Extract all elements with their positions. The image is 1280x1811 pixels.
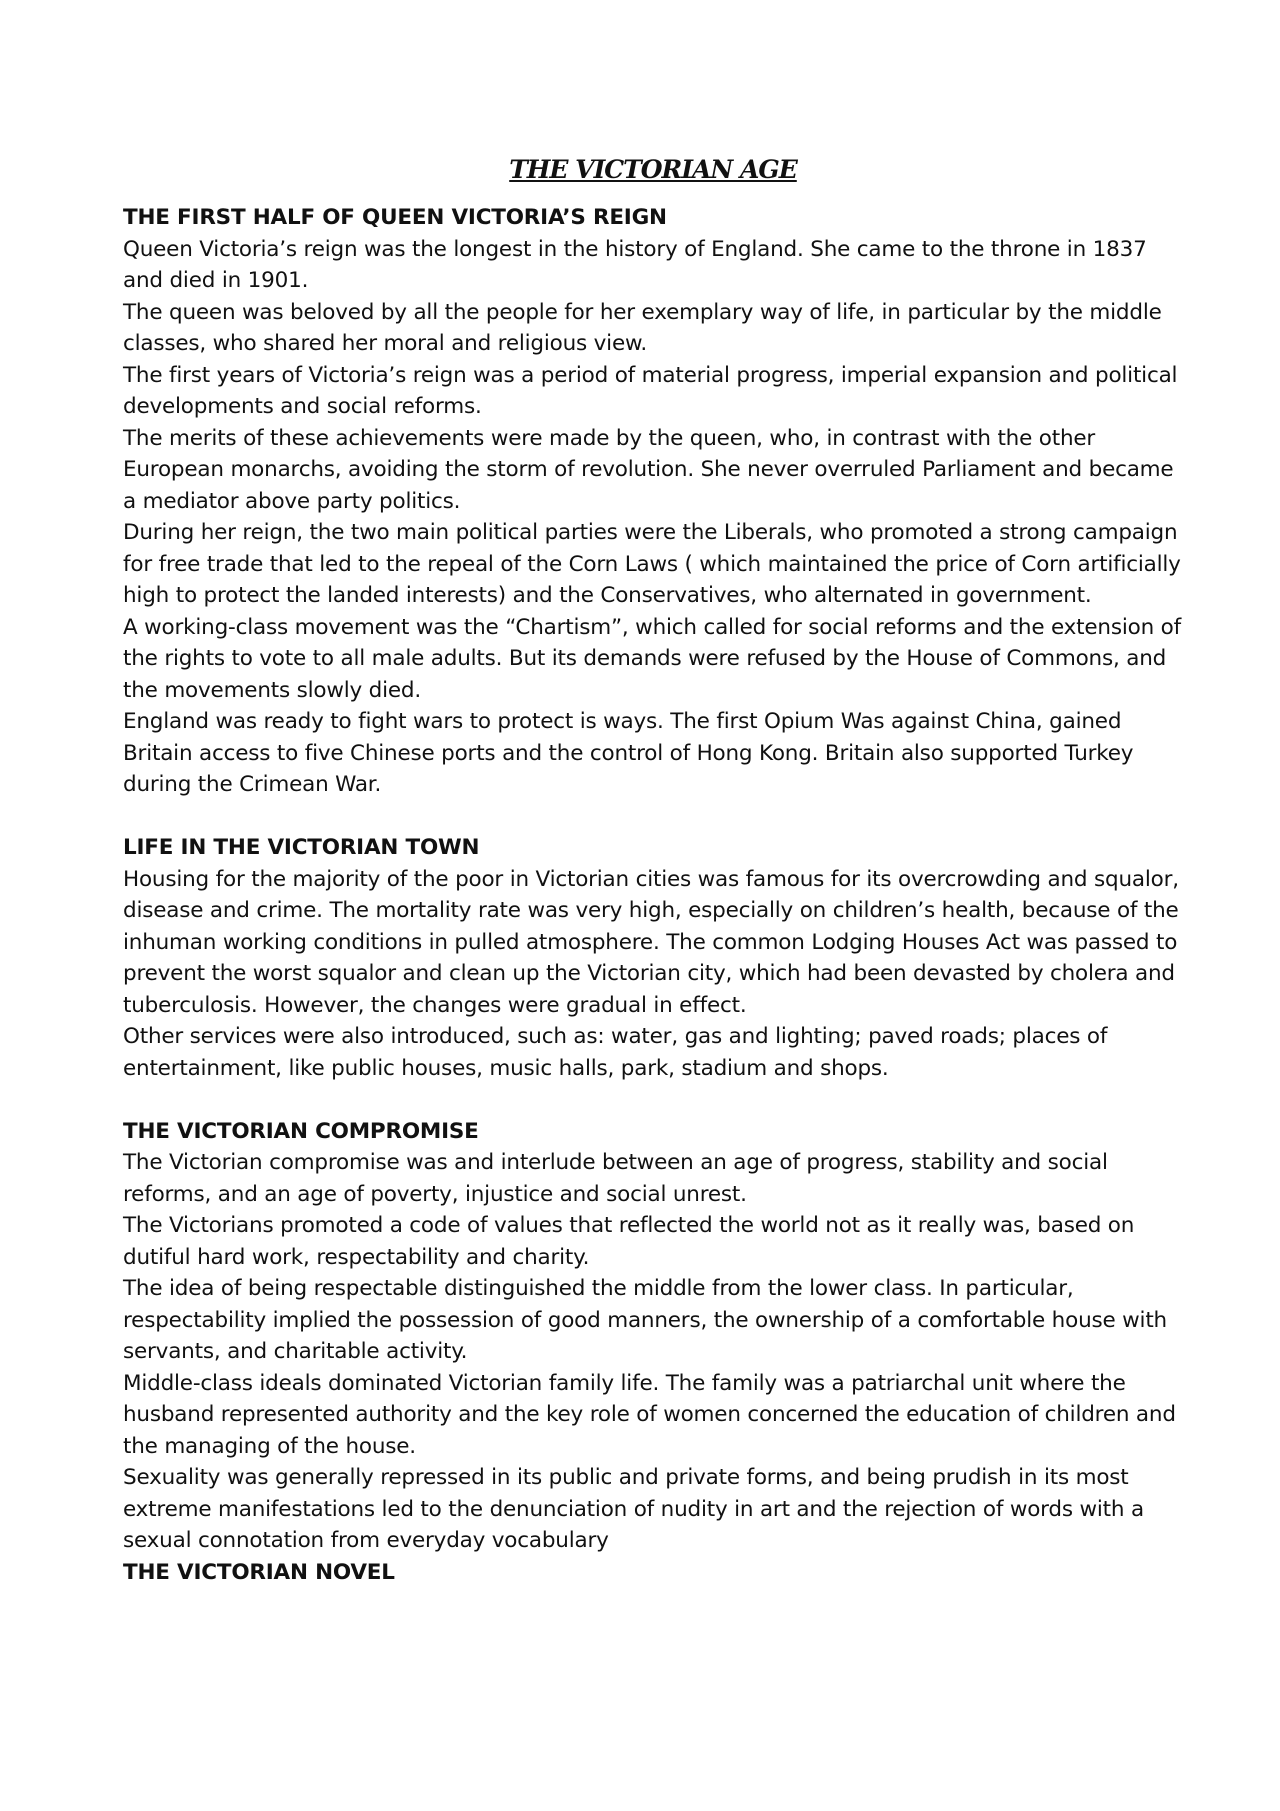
section-victorian-compromise xyxy=(123,1116,1183,1557)
paragraph: The Victorian compromise was and interlude between an age of progress, stability and social reforms, and an age of poverty, injustice and social unrest. xyxy=(123,1150,1108,1207)
paragraph: England was ready to fight wars to protect is ways. The first Opium Was against China, gained Britain access to five Chinese ports and the control of Hong Kong. Britain also supported Turkey during the Crimean War. xyxy=(123,709,1134,797)
section-heading: THE VICTORIAN COMPROMISE xyxy=(123,1118,479,1144)
paragraph: Other services were also introduced, such as: water, gas and lighting; paved roads; places of entertainment, like public houses, music halls, park, stadium and shops. xyxy=(123,1024,1108,1081)
paragraph: The merits of these achievements were made by the queen, who, in contrast with the other European monarchs, avoiding the storm of revolution. She never overruled Parliament and became a mediator above party politics. xyxy=(123,425,1174,514)
paragraph: The Victorians promoted a code of values that reflected the world not as it really was, based on dutiful hard work, respectability and charity. xyxy=(123,1213,1135,1270)
document-page xyxy=(123,150,1183,1588)
section-victorian-town xyxy=(123,832,1183,1084)
paragraph: Middle-class ideals dominated Victorian family life. The family was a patriarchal unit where the husband represented authority and the key role of women concerned the education of children and the managing of the house. xyxy=(123,1370,1176,1459)
paragraph: Housing for the majority of the poor in Victorian cities was famous for its overcrowding and squalor, disease and crime. The mortality rate was very high, especially on children’s health, because of the inhuman working conditions in pulled atmosphere. The common Lodging Houses Act was passed to prevent the worst squalor and clean up the Victorian city, which had been devasted by cholera and tuberculosis. However, the changes were gradual in effect. xyxy=(123,866,1179,1018)
blank-line xyxy=(123,801,1183,833)
paragraph: Queen Victoria’s reign was the longest in the history of England. She came to the throne in 1837 and died in 1901. xyxy=(123,236,1147,293)
paragraph: The first years of Victoria’s reign was a period of material progress, imperial expansion and political developments and social reforms. xyxy=(123,362,1178,419)
paragraph: Sexuality was generally repressed in its public and private forms, and being prudish in its most extreme manifestations led to the denunciation of nudity in art and the rejection of words with a sexual connotation from everyday vocabulary xyxy=(123,1465,1144,1553)
document-title: THE VICTORIAN AGE xyxy=(509,155,797,184)
paragraph: A working-class movement was the “Chartism”, which called for social reforms and the extension of the rights to vote to all male adults. But its demands were refused by the House of Commons, and the movements slowly died. xyxy=(123,614,1181,703)
paragraph: The idea of being respectable distinguished the middle from the lower class. In particular, respectability implied the possession of good manners, the ownership of a comfortable house with servants, and charitable activity. xyxy=(123,1276,1167,1364)
section-heading: THE VICTORIAN NOVEL xyxy=(123,1559,395,1585)
paragraph: The queen was beloved by all the people for her exemplary way of life, in particular by the middle classes, who shared her moral and religious view. xyxy=(123,299,1162,356)
blank-line xyxy=(123,1084,1183,1116)
section-heading: LIFE IN THE VICTORIAN TOWN xyxy=(123,835,480,860)
section-first-half-reign xyxy=(123,202,1183,801)
paragraph: During her reign, the two main political parties were the Liberals, who promoted a strong campaign for free trade that led to the repeal of the Corn Laws ( which maintained the price of Corn artificially high to protect the landed interests) and the Conservatives, who alternated in government. xyxy=(123,520,1181,608)
section-heading: THE FIRST HALF OF QUEEN VICTORIA’S REIGN xyxy=(123,205,667,230)
section-victorian-novel xyxy=(123,1557,1183,1589)
